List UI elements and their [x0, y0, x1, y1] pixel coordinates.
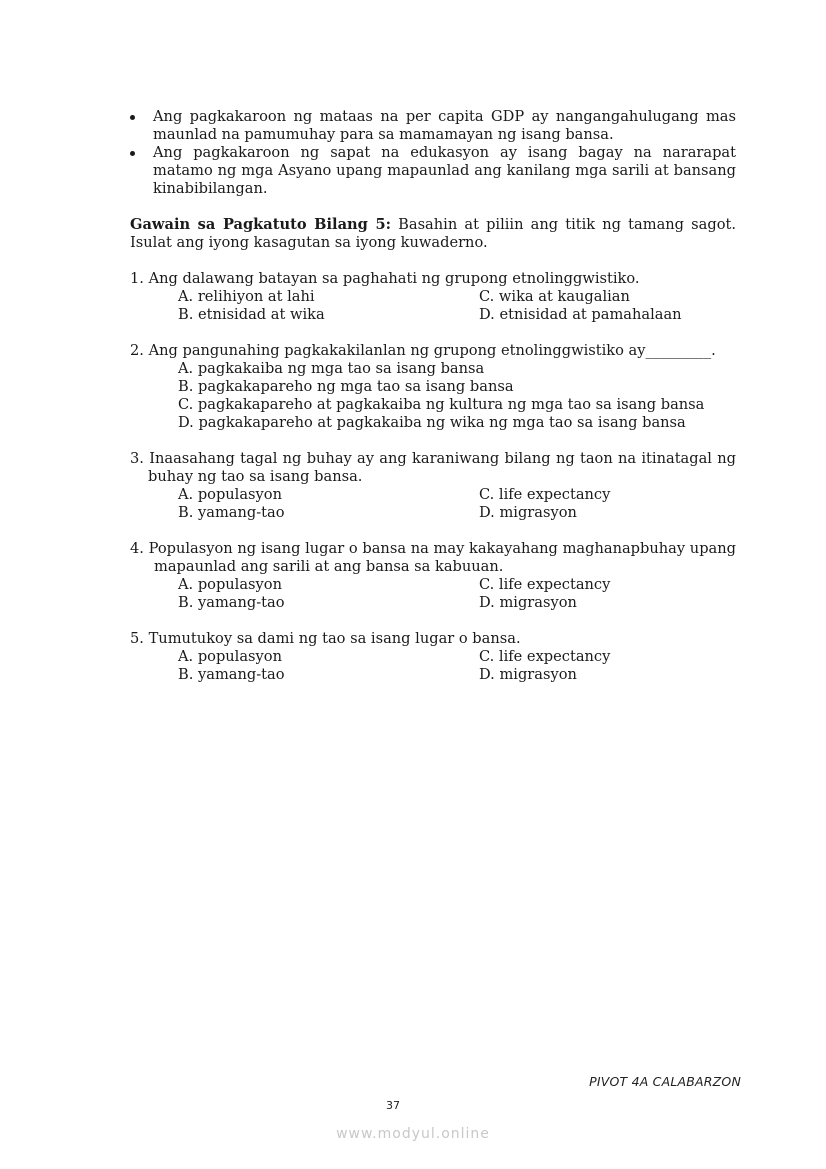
question-options: [130, 648, 736, 684]
option-b: B. yamang-tao: [178, 666, 285, 683]
question-5: [130, 630, 736, 684]
question-options: [130, 486, 736, 522]
option-d: D. migrasyon: [479, 594, 577, 611]
task-instructions: [130, 216, 736, 252]
option-a: A. populasyon: [178, 576, 282, 593]
task-title: Gawain sa Pagkatuto Bilang 5:: [130, 216, 391, 233]
option-c: C. wika at kaugalian: [479, 288, 630, 305]
option-d: D. migrasyon: [479, 504, 577, 521]
question-stem: 4. Populasyon ng isang lugar o bansa na may kakayahang maghanapbuhay upang mapaunlad ang sarili at ang bansa sa kabuuan.: [130, 540, 736, 575]
bullet-text: Ang pagkakaroon ng mataas na per capita GDP ay nangangahulugang mas maunlad na pamumuhay para sa mamamayan ng isang bansa.: [153, 108, 736, 143]
question-2: [130, 342, 736, 432]
option-d: D. pagkakapareho at pagkakaiba ng wika ng mga tao sa isang bansa: [178, 414, 686, 431]
option-a: A. populasyon: [178, 648, 282, 665]
question-4: [130, 540, 736, 612]
option-b: B. pagkakapareho ng mga tao sa isang bansa: [178, 378, 514, 395]
task-text: Basahin at piliin ang titik ng tamang sagot. Isulat ang iyong kasagutan sa iyong kuwaderno.: [130, 216, 736, 251]
bullet-item: [130, 108, 736, 144]
bullet-dot-icon: [130, 115, 135, 120]
question-1: [130, 270, 736, 324]
option-d: D. migrasyon: [479, 666, 577, 683]
question-stem: 2. Ang pangunahing pagkakakilanlan ng grupong etnolinggwistiko ay_________.: [130, 342, 716, 359]
option-c: C. life expectancy: [479, 576, 611, 593]
option-b: B. yamang-tao: [178, 504, 285, 521]
question-options: [130, 576, 736, 612]
bullet-item: [130, 144, 736, 198]
watermark: www.modyul.online: [336, 1126, 490, 1142]
bullet-text: Ang pagkakaroon ng sapat na edukasyon ay isang bagay na nararapat matamo ng mga Asyano upang mapaunlad ang kanilang mga sarili at bansang kinabibilangan.: [153, 144, 736, 197]
question-3: [130, 450, 736, 522]
option-a: A. relihiyon at lahi: [178, 288, 315, 305]
option-a: A. populasyon: [178, 486, 282, 503]
option-b: B. etnisidad at wika: [178, 306, 325, 323]
option-d: D. etnisidad at pamahalaan: [479, 306, 682, 323]
option-c: C. life expectancy: [479, 486, 611, 503]
bullet-dot-icon: [130, 151, 135, 156]
bullet-list: [130, 108, 736, 198]
option-c: C. life expectancy: [479, 648, 611, 665]
question-stem: 5. Tumutukoy sa dami ng tao sa isang lugar o bansa.: [130, 630, 521, 647]
option-c: C. pagkakapareho at pagkakaiba ng kultura ng mga tao sa isang bansa: [178, 396, 705, 413]
question-options: [130, 288, 736, 324]
option-b: B. yamang-tao: [178, 594, 285, 611]
footer-label: PIVOT 4A CALABARZON: [589, 1074, 741, 1089]
question-stem: 3. Inaasahang tagal ng buhay ay ang karaniwang bilang ng taon na itinatagal ng buhay ng tao sa isang bansa.: [130, 450, 736, 485]
page-content: [130, 108, 736, 684]
question-stem: 1. Ang dalawang batayan sa paghahati ng grupong etnolinggwistiko.: [130, 270, 640, 287]
question-options: [130, 360, 736, 432]
page-number: 37: [386, 1099, 400, 1112]
option-a: A. pagkakaiba ng mga tao sa isang bansa: [178, 360, 485, 377]
